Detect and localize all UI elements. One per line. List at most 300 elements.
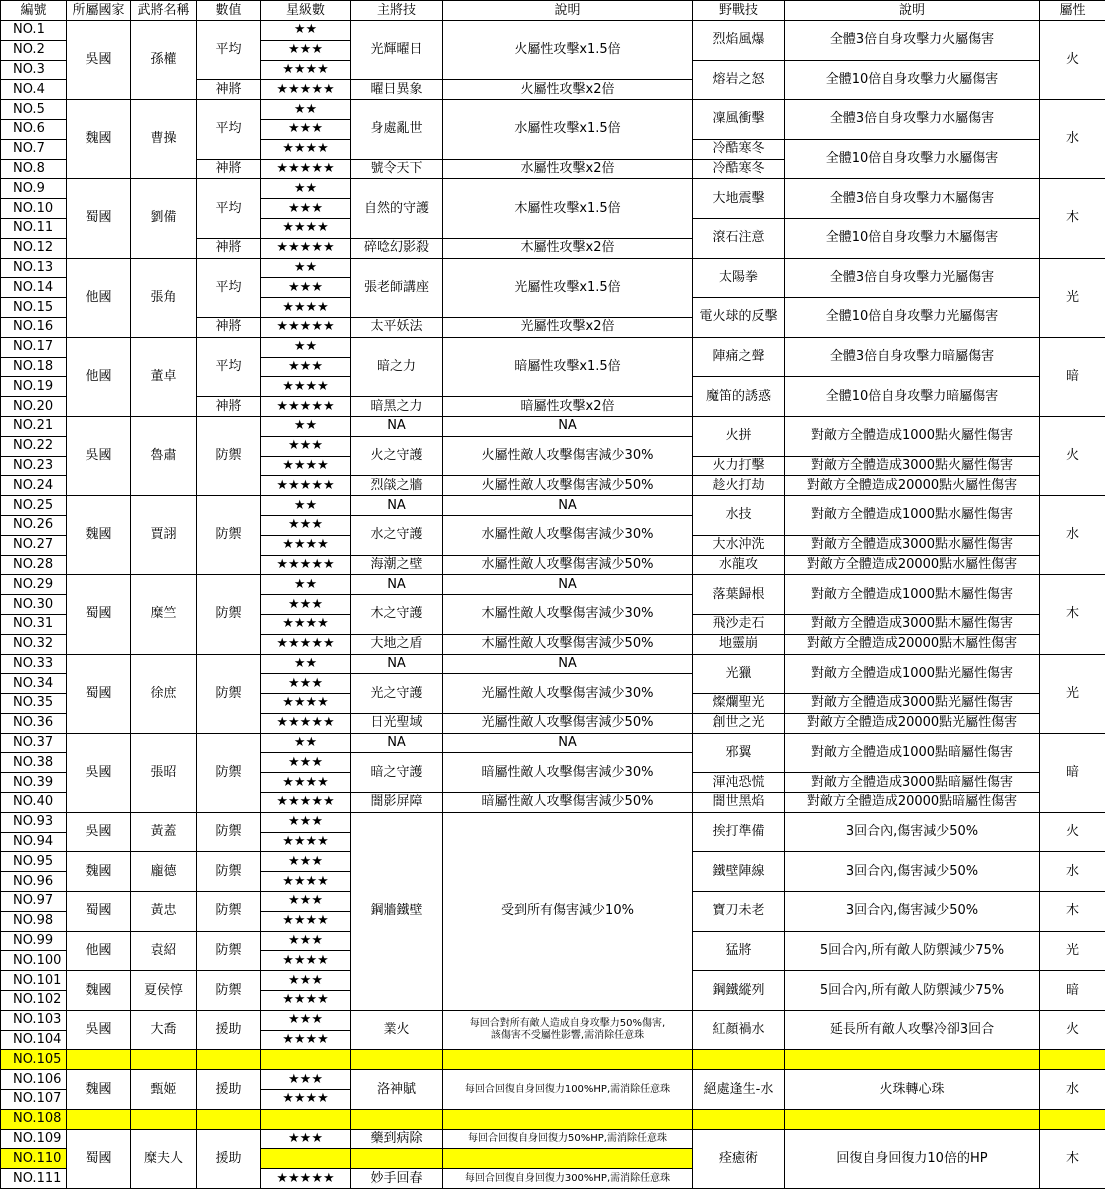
- field-desc-cell: 3回合內,傷害減少50%: [785, 892, 1040, 932]
- table-row: [1, 337, 1105, 357]
- table-row: [1, 733, 1105, 753]
- nation-cell: 魏國: [67, 496, 131, 575]
- field-desc-cell: 對敵方全體造成3000點光屬性傷害: [785, 694, 1040, 714]
- id-cell: NO.95: [1, 852, 67, 872]
- general-cell: 夏侯惇: [131, 971, 197, 1011]
- field-desc-cell: 對敵方全體造成1000點水屬性傷害: [785, 496, 1040, 536]
- main-skill-cell: 木之守護: [351, 595, 443, 635]
- general-cell: 黃蓋: [131, 812, 197, 852]
- field-desc-cell: 全體10倍自身攻擊力光屬傷害: [785, 298, 1040, 338]
- field-skill-cell: 電火球的反擊: [693, 298, 785, 338]
- field-skill-cell: 紅顏禍水: [693, 1010, 785, 1050]
- stars-cell: ★★★★★: [261, 476, 351, 496]
- value-cell: 援助: [197, 1010, 261, 1050]
- header-row: [1, 1, 1105, 21]
- field-desc-cell: 回復自身回復力10倍的HP: [785, 1129, 1040, 1188]
- stars-cell: ★★★★: [261, 694, 351, 714]
- stars-cell: ★★★★: [261, 773, 351, 793]
- table-row: [1, 654, 1105, 674]
- id-cell: NO.35: [1, 694, 67, 714]
- id-cell: NO.10: [1, 199, 67, 219]
- main-skill-cell: 身處亂世: [351, 100, 443, 159]
- attribute-cell: 水: [1040, 1070, 1105, 1110]
- id-cell: NO.7: [1, 139, 67, 159]
- attribute-cell: 光: [1040, 258, 1105, 337]
- field-desc-cell: 對敵方全體造成1000點暗屬性傷害: [785, 733, 1040, 773]
- stars-cell: ★★★★: [261, 991, 351, 1011]
- id-cell: NO.22: [1, 436, 67, 456]
- blank-cell: [67, 1109, 131, 1129]
- table-row: [1, 21, 1105, 41]
- main-desc-cell: 每回合回復自身回復力100%HP,需消除任意珠: [443, 1070, 693, 1110]
- field-desc-cell: 5回合內,所有敵人防禦減少75%: [785, 931, 1040, 971]
- stars-cell: ★★★★: [261, 377, 351, 397]
- id-cell: NO.108: [1, 1109, 67, 1129]
- main-desc-cell: NA: [443, 654, 693, 674]
- id-cell: NO.13: [1, 258, 67, 278]
- stars-cell: ★★★★: [261, 535, 351, 555]
- main-skill-cell: 日光聖域: [351, 713, 443, 733]
- field-skill-cell: 魔笛的誘惑: [693, 377, 785, 417]
- stars-cell: ★★★: [261, 812, 351, 832]
- header-cell: 所屬國家: [67, 1, 131, 21]
- value-cell: 防禦: [197, 971, 261, 1011]
- main-desc-cell: 光屬性攻擊x1.5倍: [443, 258, 693, 317]
- field-desc-cell: 對敵方全體造成3000點暗屬性傷害: [785, 773, 1040, 793]
- main-skill-cell: 洛神賦: [351, 1070, 443, 1110]
- main-desc-cell: 水屬性攻擊x2倍: [443, 159, 693, 179]
- attribute-cell: 木: [1040, 575, 1105, 654]
- id-cell: NO.39: [1, 773, 67, 793]
- field-desc-cell: 全體3倍自身攻擊力水屬傷害: [785, 100, 1040, 140]
- header-cell: 數值: [197, 1, 261, 21]
- main-desc-cell: 水屬性攻擊x1.5倍: [443, 100, 693, 159]
- main-desc-cell: 暗屬性攻擊x2倍: [443, 397, 693, 417]
- id-cell: NO.32: [1, 634, 67, 654]
- stars-cell: ★★★★★: [261, 238, 351, 258]
- stars-cell: ★★★: [261, 674, 351, 694]
- value-cell: 防禦: [197, 892, 261, 932]
- nation-cell: 蜀國: [67, 1129, 131, 1188]
- stars-cell: ★★★★★: [261, 634, 351, 654]
- general-cell: 黃忠: [131, 892, 197, 932]
- value-cell: 神將: [197, 238, 261, 258]
- id-cell: NO.31: [1, 614, 67, 634]
- stars-cell: ★★★★★: [261, 555, 351, 575]
- stars-cell: ★★★★★: [261, 397, 351, 417]
- blank-cell: [351, 1109, 443, 1129]
- stars-cell: ★★★★: [261, 218, 351, 238]
- field-skill-cell: 闇世黑焰: [693, 793, 785, 813]
- field-skill-cell: 渾沌恐慌: [693, 773, 785, 793]
- id-cell: NO.5: [1, 100, 67, 120]
- general-cell: 袁紹: [131, 931, 197, 971]
- nation-cell: 魏國: [67, 971, 131, 1011]
- attribute-cell: 木: [1040, 179, 1105, 258]
- field-desc-cell: 3回合內,傷害減少50%: [785, 852, 1040, 892]
- id-cell: NO.27: [1, 535, 67, 555]
- id-cell: NO.12: [1, 238, 67, 258]
- field-desc-cell: 全體3倍自身攻擊力暗屬傷害: [785, 337, 1040, 377]
- field-desc-cell: 全體10倍自身攻擊力水屬傷害: [785, 139, 1040, 179]
- main-desc-cell: 木屬性攻擊x2倍: [443, 238, 693, 258]
- attribute-cell: 水: [1040, 100, 1105, 179]
- value-cell: 防禦: [197, 733, 261, 812]
- general-cell: 徐庶: [131, 654, 197, 733]
- field-desc-cell: 5回合內,所有敵人防禦減少75%: [785, 971, 1040, 1011]
- field-skill-cell: 寶刀未老: [693, 892, 785, 932]
- stars-cell: ★★★★★: [261, 713, 351, 733]
- stars-cell: ★★: [261, 654, 351, 674]
- id-cell: NO.107: [1, 1090, 67, 1110]
- field-desc-cell: 全體10倍自身攻擊力火屬傷害: [785, 60, 1040, 100]
- stars-cell: ★★★: [261, 753, 351, 773]
- stars-cell: ★★★: [261, 278, 351, 298]
- field-skill-cell: 大地震擊: [693, 179, 785, 219]
- nation-cell: 吳國: [67, 733, 131, 812]
- attribute-cell: 暗: [1040, 971, 1105, 1011]
- field-skill-cell: 邪翼: [693, 733, 785, 773]
- general-cell: 曹操: [131, 100, 197, 179]
- id-cell: NO.25: [1, 496, 67, 516]
- field-skill-cell: 痊癒術: [693, 1129, 785, 1188]
- blank-cell: [261, 1050, 351, 1070]
- id-cell: NO.19: [1, 377, 67, 397]
- stars-cell: ★★★★: [261, 298, 351, 318]
- blank-cell: [785, 1050, 1040, 1070]
- stars-cell: ★★: [261, 416, 351, 436]
- id-cell: NO.38: [1, 753, 67, 773]
- field-desc-cell: 對敵方全體造成20000點暗屬性傷害: [785, 793, 1040, 813]
- blank-cell: [785, 1109, 1040, 1129]
- nation-cell: 魏國: [67, 852, 131, 892]
- attribute-cell: 光: [1040, 654, 1105, 733]
- id-cell: NO.18: [1, 357, 67, 377]
- blank-cell: [351, 1050, 443, 1070]
- stars-cell: ★★★: [261, 971, 351, 991]
- attribute-cell: 水: [1040, 496, 1105, 575]
- main-skill-cell: 太平妖法: [351, 317, 443, 337]
- main-desc-cell: 木屬性敵人攻擊傷害減少30%: [443, 595, 693, 635]
- main-desc-cell: 火屬性攻擊x1.5倍: [443, 21, 693, 80]
- field-skill-cell: 火力打擊: [693, 456, 785, 476]
- nation-cell: 吳國: [67, 1010, 131, 1050]
- field-desc-cell: 對敵方全體造成1000點光屬性傷害: [785, 654, 1040, 694]
- general-cell: 魯肅: [131, 416, 197, 495]
- stars-cell: ★★★★: [261, 951, 351, 971]
- id-cell: NO.15: [1, 298, 67, 318]
- nation-cell: 他國: [67, 258, 131, 337]
- header-cell: 主將技: [351, 1, 443, 21]
- stars-cell: ★★: [261, 575, 351, 595]
- main-skill-cell: 大地之盾: [351, 634, 443, 654]
- blank-cell: [443, 1149, 693, 1169]
- id-cell: NO.96: [1, 872, 67, 892]
- stars-cell: ★★★★: [261, 139, 351, 159]
- attribute-cell: 光: [1040, 931, 1105, 971]
- main-skill-cell: 烈燄之牆: [351, 476, 443, 496]
- main-desc-cell: 暗屬性敵人攻擊傷害減少30%: [443, 753, 693, 793]
- general-cell: 糜竺: [131, 575, 197, 654]
- field-desc-cell: 對敵方全體造成20000點光屬性傷害: [785, 713, 1040, 733]
- id-cell: NO.101: [1, 971, 67, 991]
- attribute-cell: 暗: [1040, 337, 1105, 416]
- field-desc-cell: 對敵方全體造成1000點木屬性傷害: [785, 575, 1040, 615]
- attribute-cell: 暗: [1040, 733, 1105, 812]
- attribute-cell: 水: [1040, 852, 1105, 892]
- main-skill-cell: NA: [351, 575, 443, 595]
- main-skill-cell: 水之守護: [351, 515, 443, 555]
- main-desc-cell: NA: [443, 733, 693, 753]
- main-skill-cell: 暗之力: [351, 337, 443, 396]
- main-skill-cell: 暗黑之力: [351, 397, 443, 417]
- field-desc-cell: 3回合內,傷害減少50%: [785, 812, 1040, 852]
- stars-cell: ★★★★: [261, 1030, 351, 1050]
- stars-cell: ★★★★: [261, 832, 351, 852]
- field-desc-cell: 延長所有敵人攻擊冷卻3回合: [785, 1010, 1040, 1050]
- id-cell: NO.37: [1, 733, 67, 753]
- stars-cell: ★★★: [261, 1129, 351, 1149]
- stars-cell: ★★★★★: [261, 1169, 351, 1189]
- id-cell: NO.21: [1, 416, 67, 436]
- field-skill-cell: 鋼鐵縱列: [693, 971, 785, 1011]
- id-cell: NO.93: [1, 812, 67, 832]
- field-desc-cell: 對敵方全體造成20000點火屬性傷害: [785, 476, 1040, 496]
- table-row: [1, 416, 1105, 436]
- nation-cell: 魏國: [67, 1070, 131, 1110]
- field-skill-cell: 光獵: [693, 654, 785, 694]
- blank-cell: [197, 1050, 261, 1070]
- general-cell: 大喬: [131, 1010, 197, 1050]
- field-desc-cell: 對敵方全體造成20000點木屬性傷害: [785, 634, 1040, 654]
- main-skill-cell: 張老師講座: [351, 258, 443, 317]
- stars-cell: ★★: [261, 496, 351, 516]
- field-skill-cell: 陣痛之聲: [693, 337, 785, 377]
- stars-cell: ★★★★: [261, 872, 351, 892]
- table-row: [1, 1129, 1105, 1149]
- id-cell: NO.2: [1, 40, 67, 60]
- main-desc-cell: 火屬性敵人攻擊傷害減少30%: [443, 436, 693, 476]
- field-desc-cell: 對敵方全體造成3000點木屬性傷害: [785, 614, 1040, 634]
- id-cell: NO.6: [1, 119, 67, 139]
- id-cell: NO.14: [1, 278, 67, 298]
- general-cell: 張昭: [131, 733, 197, 812]
- id-cell: NO.34: [1, 674, 67, 694]
- main-desc-cell: 火屬性攻擊x2倍: [443, 80, 693, 100]
- id-cell: NO.17: [1, 337, 67, 357]
- nation-cell: 他國: [67, 931, 131, 971]
- field-skill-cell: 猛將: [693, 931, 785, 971]
- stars-cell: ★★★: [261, 199, 351, 219]
- field-skill-cell: 飛沙走石: [693, 614, 785, 634]
- table-row: [1, 1070, 1105, 1090]
- main-skill-cell: 暗之守護: [351, 753, 443, 793]
- main-desc-cell: 光屬性攻擊x2倍: [443, 317, 693, 337]
- general-cell: 糜夫人: [131, 1129, 197, 1188]
- general-cell: 賈詡: [131, 496, 197, 575]
- value-cell: 神將: [197, 80, 261, 100]
- blank-cell: [693, 1109, 785, 1129]
- id-cell: NO.110: [1, 1149, 67, 1169]
- id-cell: NO.104: [1, 1030, 67, 1050]
- field-skill-cell: 絕處逢生-水: [693, 1070, 785, 1110]
- id-cell: NO.1: [1, 21, 67, 41]
- stars-cell: ★★★: [261, 515, 351, 535]
- stars-cell: ★★★★★: [261, 80, 351, 100]
- main-skill-cell: 光輝曜日: [351, 21, 443, 80]
- stars-cell: ★★★: [261, 595, 351, 615]
- nation-cell: 吳國: [67, 21, 131, 100]
- field-skill-cell: 大水沖洗: [693, 535, 785, 555]
- main-desc-cell: 水屬性敵人攻擊傷害減少30%: [443, 515, 693, 555]
- id-cell: NO.29: [1, 575, 67, 595]
- main-skill-cell: 碎唸幻影殺: [351, 238, 443, 258]
- general-cell: 張角: [131, 258, 197, 337]
- id-cell: NO.97: [1, 892, 67, 912]
- attribute-cell: 木: [1040, 892, 1105, 932]
- table-row: [1, 179, 1105, 199]
- nation-cell: 蜀國: [67, 179, 131, 258]
- main-desc-cell: 光屬性敵人攻擊傷害減少50%: [443, 713, 693, 733]
- table-row: [1, 1050, 1105, 1070]
- table-row: [1, 100, 1105, 120]
- field-skill-cell: 滾石注意: [693, 218, 785, 258]
- field-skill-cell: 挨打準備: [693, 812, 785, 852]
- field-skill-cell: 水技: [693, 496, 785, 536]
- value-cell: 防禦: [197, 931, 261, 971]
- id-cell: NO.30: [1, 595, 67, 615]
- main-desc-cell: 木屬性攻擊x1.5倍: [443, 179, 693, 238]
- field-desc-cell: 全體3倍自身攻擊力火屬傷害: [785, 21, 1040, 61]
- stars-cell: ★★★: [261, 357, 351, 377]
- general-cell: 劉備: [131, 179, 197, 258]
- blank-cell: [1040, 1050, 1105, 1070]
- id-cell: NO.100: [1, 951, 67, 971]
- main-skill-cell: 自然的守護: [351, 179, 443, 238]
- field-desc-cell: 全體10倍自身攻擊力暗屬傷害: [785, 377, 1040, 417]
- stars-cell: ★★: [261, 258, 351, 278]
- nation-cell: 蜀國: [67, 654, 131, 733]
- field-skill-cell: 鐵壁陣線: [693, 852, 785, 892]
- stars-cell: [261, 1149, 351, 1169]
- blank-cell: [67, 1050, 131, 1070]
- main-desc-cell: 每回合回復自身回復力50%HP,需消除任意珠: [443, 1129, 693, 1149]
- blank-cell: [1040, 1109, 1105, 1129]
- id-cell: NO.105: [1, 1050, 67, 1070]
- value-cell: 平均: [197, 258, 261, 317]
- blank-cell: [261, 1109, 351, 1129]
- header-cell: 星級數: [261, 1, 351, 21]
- main-skill-cell: 海潮之壁: [351, 555, 443, 575]
- field-skill-cell: 熔岩之怒: [693, 60, 785, 100]
- value-cell: 防禦: [197, 654, 261, 733]
- table-row: [1, 258, 1105, 278]
- id-cell: NO.109: [1, 1129, 67, 1149]
- value-cell: 防禦: [197, 575, 261, 654]
- id-cell: NO.103: [1, 1010, 67, 1030]
- nation-cell: 他國: [67, 337, 131, 416]
- id-cell: NO.98: [1, 911, 67, 931]
- field-skill-cell: 烈焰風爆: [693, 21, 785, 61]
- id-cell: NO.4: [1, 80, 67, 100]
- header-cell: 編號: [1, 1, 67, 21]
- main-skill-cell: NA: [351, 416, 443, 436]
- value-cell: 防禦: [197, 812, 261, 852]
- field-desc-cell: 全體10倍自身攻擊力木屬傷害: [785, 218, 1040, 258]
- value-cell: 平均: [197, 179, 261, 238]
- stars-cell: ★★★: [261, 1070, 351, 1090]
- stars-cell: ★★★★★: [261, 159, 351, 179]
- field-skill-cell: 火拼: [693, 416, 785, 456]
- value-cell: 援助: [197, 1129, 261, 1188]
- value-cell: 平均: [197, 21, 261, 80]
- stars-cell: ★★: [261, 100, 351, 120]
- field-skill-cell: 凜風衝擊: [693, 100, 785, 140]
- id-cell: NO.40: [1, 793, 67, 813]
- id-cell: NO.16: [1, 317, 67, 337]
- id-cell: NO.9: [1, 179, 67, 199]
- nation-cell: 魏國: [67, 100, 131, 179]
- field-desc-cell: 全體3倍自身攻擊力木屬傷害: [785, 179, 1040, 219]
- field-desc-cell: 火珠轉心珠: [785, 1070, 1040, 1110]
- id-cell: NO.11: [1, 218, 67, 238]
- main-desc-cell: [443, 1010, 693, 1050]
- desc-line: 每回合對所有敵人造成自身攻擊力50%傷害,: [470, 1018, 665, 1029]
- main-skill-cell: 鋼牆鐵壁: [351, 812, 443, 1010]
- id-cell: NO.26: [1, 515, 67, 535]
- header-cell: 武將名稱: [131, 1, 197, 21]
- main-desc-cell: 光屬性敵人攻擊傷害減少30%: [443, 674, 693, 714]
- stars-cell: ★★★: [261, 852, 351, 872]
- stars-cell: ★★★★★: [261, 317, 351, 337]
- stars-cell: ★★★★: [261, 1090, 351, 1110]
- blank-cell: [443, 1109, 693, 1129]
- value-cell: 援助: [197, 1070, 261, 1110]
- value-cell: 神將: [197, 317, 261, 337]
- id-cell: NO.33: [1, 654, 67, 674]
- attribute-cell: 木: [1040, 1129, 1105, 1188]
- main-skill-cell: 藥到病除: [351, 1129, 443, 1149]
- value-cell: 防禦: [197, 852, 261, 892]
- stars-cell: ★★★: [261, 436, 351, 456]
- value-cell: 神將: [197, 397, 261, 417]
- main-desc-cell: 受到所有傷害減少10%: [443, 812, 693, 1010]
- stars-cell: ★★★: [261, 119, 351, 139]
- id-cell: NO.111: [1, 1169, 67, 1189]
- field-skill-cell: 冷酷寒冬: [693, 139, 785, 159]
- header-cell: 說明: [785, 1, 1040, 21]
- header-cell: 說明: [443, 1, 693, 21]
- main-skill-cell: 曜日異象: [351, 80, 443, 100]
- value-cell: 神將: [197, 159, 261, 179]
- table-row: [1, 496, 1105, 516]
- general-cell: 甄姬: [131, 1070, 197, 1110]
- header-cell: 野戰技: [693, 1, 785, 21]
- field-desc-cell: 全體3倍自身攻擊力光屬傷害: [785, 258, 1040, 298]
- field-skill-cell: 燦爛聖光: [693, 694, 785, 714]
- stars-cell: ★★★: [261, 1010, 351, 1030]
- id-cell: NO.28: [1, 555, 67, 575]
- value-cell: 平均: [197, 100, 261, 159]
- id-cell: NO.94: [1, 832, 67, 852]
- value-cell: 平均: [197, 337, 261, 396]
- nation-cell: 吳國: [67, 812, 131, 852]
- stars-cell: ★★★★: [261, 456, 351, 476]
- id-cell: NO.99: [1, 931, 67, 951]
- main-skill-cell: NA: [351, 654, 443, 674]
- desc-line: 該傷害不受屬性影響,需消除任意珠: [491, 1030, 644, 1041]
- attribute-cell: 火: [1040, 416, 1105, 495]
